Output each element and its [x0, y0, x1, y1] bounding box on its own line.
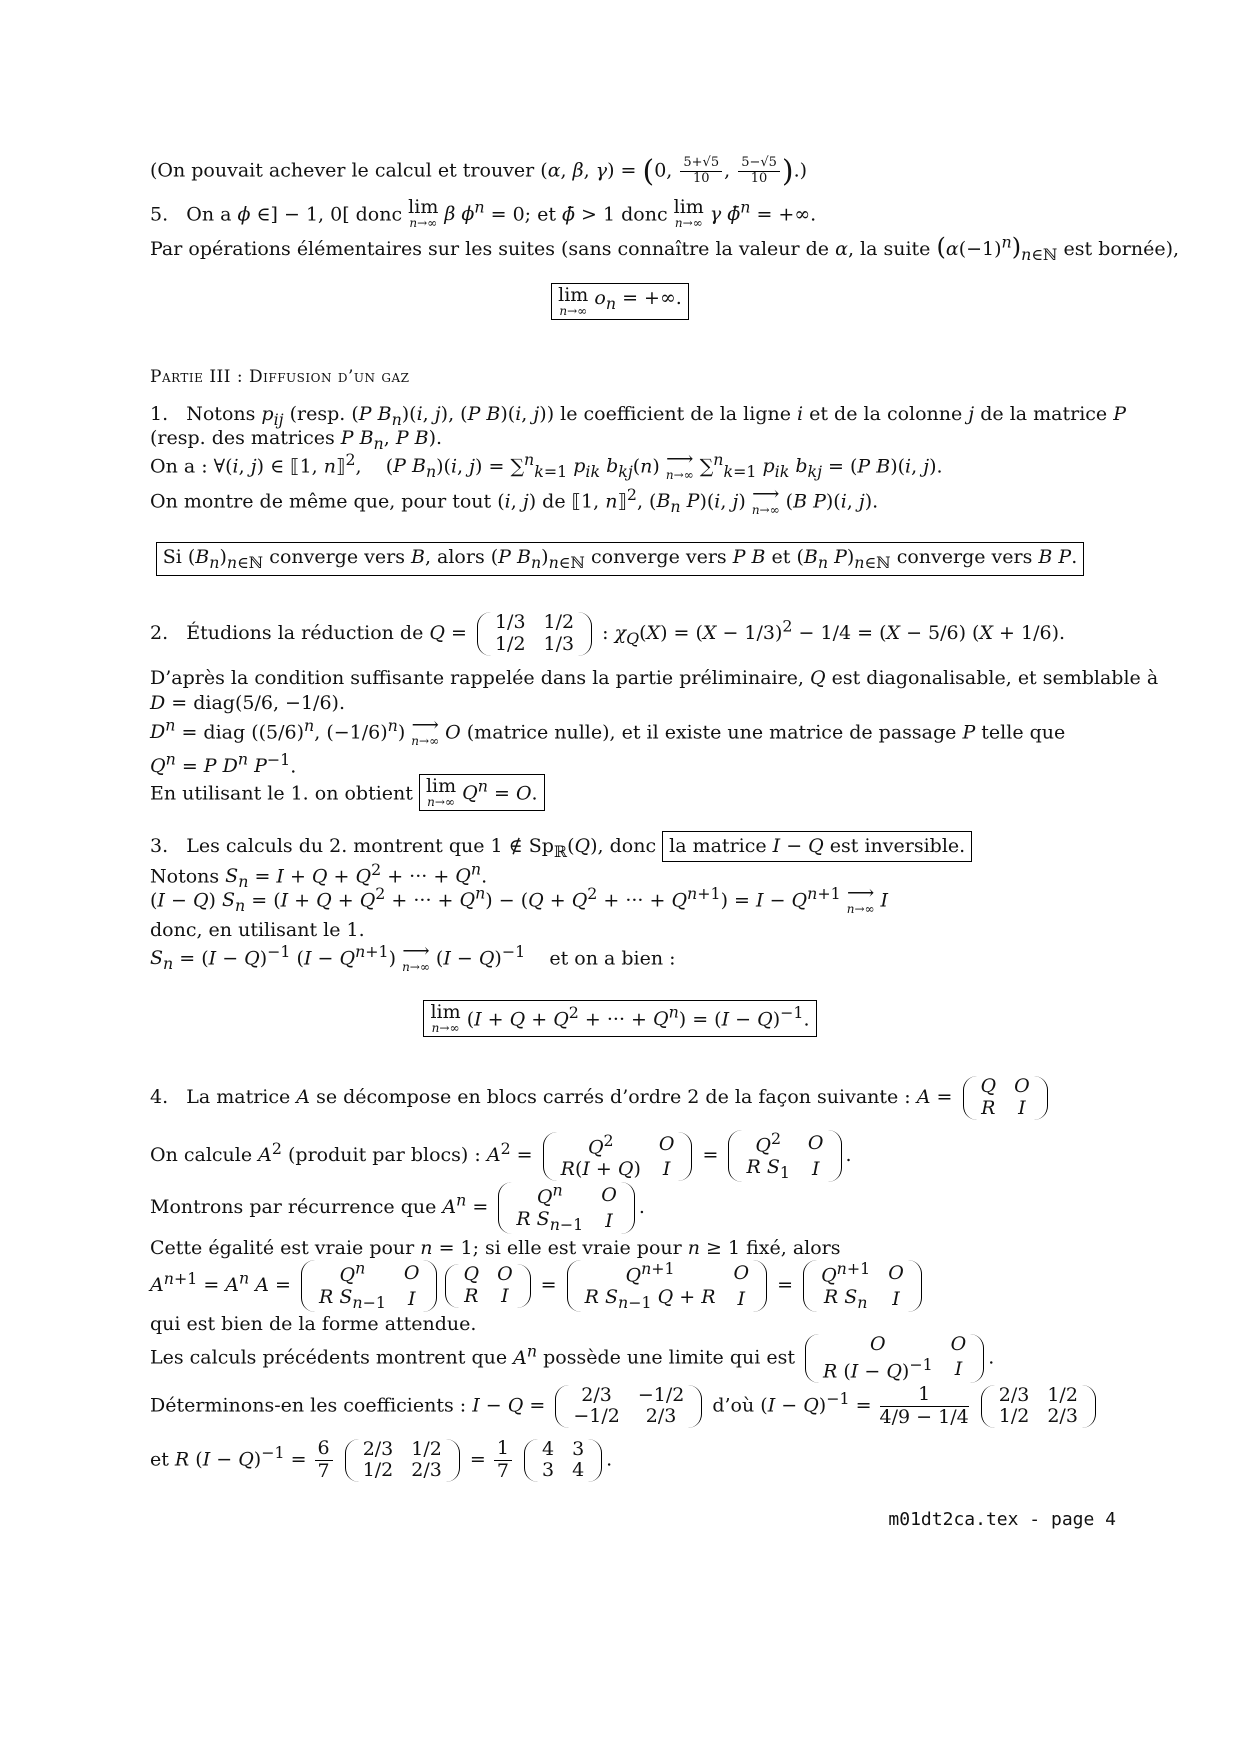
text-line: Déterminons-en les coefficients : I − Q = 2/3 −1/2 −1/2 2/3 d’où $(I - Q)^{-1}$ = $\frac{1}{4/9 - 1/4}$ 2/3 1/2 1/2 2/3 [150, 1384, 1100, 1429]
text-line: 3. Les calculs du 2. montrent que 1 ∉ $Sp_ℝ(Q)$, donc la matrice I − Q est inversible. [150, 831, 972, 862]
text-line: Notons $S_n = I + Q + Q^2$ + ··· + $Q^n$. [150, 860, 488, 892]
boxed-result: lim n→∞ $o_n$ = +∞. [0, 283, 1240, 320]
text-line: 2. Étudions la réduction de Q = 1/3 1/2 1/2 1/3 : $\chi_Q(X) = (X - 1/3)^2 - 1/4 = (X - 5/6) (X + 1/6)$. [150, 611, 1066, 655]
text-line: 1. Notons $p_{ij}$ (resp. (P $B_n)(i$, j), (P B)(i, j)) le coefficient de la ligne i et de la colonne j de la matrice P [150, 403, 1126, 429]
text-line: On calcule $A^2$ (produit par blocs) : $A^2$ = $Q^2$ O R(I + Q) I = $Q^2$ O R $S_1$ I . [150, 1129, 852, 1182]
text-line: (resp. des matrices P $B_n$, P B). [150, 427, 443, 453]
boxed-result: Si $(B_n)_{n\in ℕ}$ converge vers B, alors (P $B_n)_{n\in ℕ}$ converge vers P B et ($B_n$ $P)_{n\in ℕ}$ converge vers B P. [0, 542, 1240, 576]
text-line: Cette égalité est vraie pour n = 1; si elle est vraie pour n ≥ 1 fixé, alors [150, 1237, 841, 1259]
text-line: $A^{n+1} = A^n$ A = $Q^n$ O R $S_{n-1}$ I Q O R I = $Q^{n+1}$ O R $S_{n-1}$ Q + R I = $Q^{n+1}$ O R $S_n$ I [150, 1260, 926, 1312]
text-line: Montrons par récurrence que $A^n$ = $Q^n$ O R $S_{n-1}$ I . [150, 1181, 645, 1234]
text-line: 5. On a ϕ ∈] − 1, 0[ donc lim n→∞ β $\phi^n = 0$; et ϕ̄ > 1 donc lim n→∞ γ ϕ̄$^n$ = +∞. [150, 196, 817, 230]
text-line: 4. La matrice A se décompose en blocs carrés d’ordre 2 de la façon suivante : A = Q O R I [150, 1076, 1052, 1120]
text-line: $Q^n = P$ $D^n$ $P^{-1}$. [150, 750, 297, 778]
boxed-result: lim n→∞ ($I + Q + Q^2$ + ··· + $Q^n) = (I - Q)^{-1}$. [0, 1000, 1240, 1037]
text-line: En utilisant le 1. on obtient lim n→∞ $Q^n = O$. [150, 774, 545, 811]
text-line: D’après la condition suffisante rappelée dans la partie préliminaire, Q est diagonalisable, et semblable à [150, 667, 1159, 689]
text-line: (On pouvait achever le calcul et trouver (α, β, γ) = (0, $\frac{5+√5}{10}$ , $\frac{5-√5}{10}$ ).) [150, 154, 808, 189]
text-line: $S_n = (I - Q)^{-1}$ $(I - Q^{n+1})$ ⟶ n→∞ $(I - Q)^{-1}$ et on a bien : [150, 940, 676, 974]
text-line: donc, en utilisant le 1. [150, 919, 365, 941]
text-line: Par opérations élémentaires sur les suites (sans connaître la valeur de α, la suite $(\alpha(-1)^n)_{n\in ℕ}$ est bornée), [150, 232, 1180, 264]
text-line: et R $(I - Q)^{-1}$ = $\frac{6}{7}$ 2/3 1/2 1/2 2/3 = $\frac{1}{7}$ 4 3 3 4 . [150, 1437, 613, 1482]
text-line: On montre de même que, pour tout (i, j) de ⟦1, n⟧$^2$, ($B_n$ P)(i, j) ⟶ n→∞ (B P)(i, j). [150, 483, 879, 517]
text-line: Les calculs précédents montrent que $A^n$ possède une limite qui est O O R $(I - Q)^{-1}$ I . [150, 1333, 995, 1383]
text-line: (I − Q) $S_n = (I + Q + Q^2$ + ··· + $Q^n) - (Q + Q^2$ + ··· + $Q^{n+1}) = I - Q^{n+1}$ ⟶ n→∞ I [150, 882, 889, 916]
text-line: D = diag(5/6, −1/6). [150, 692, 345, 714]
page-footer: m01dt2ca.tex - page 4 [888, 1509, 1116, 1530]
text-line: $D^n$ = diag ($(5/6)^n$, $(-1/6)^n$) ⟶ n→∞ O (matrice nulle), et il existe une matrice de passage P telle que [150, 714, 1066, 748]
text-line: qui est bien de la forme attendue. [150, 1313, 477, 1335]
text-line: On a : ∀(i, j) ∈ ⟦1, n⟧$^2$, (P $B_n)(i$, j) = ∑$^n_{k=1}$ $p_{ik}$ $b_{kj}(n)$ ⟶ n→∞ ∑$^n_{k=1}$ $p_{ik}$ $b_{kj} = (P$ B)(i, j). [150, 448, 943, 482]
section-title: Partie III : Diffusion d’un gaz [150, 367, 410, 387]
